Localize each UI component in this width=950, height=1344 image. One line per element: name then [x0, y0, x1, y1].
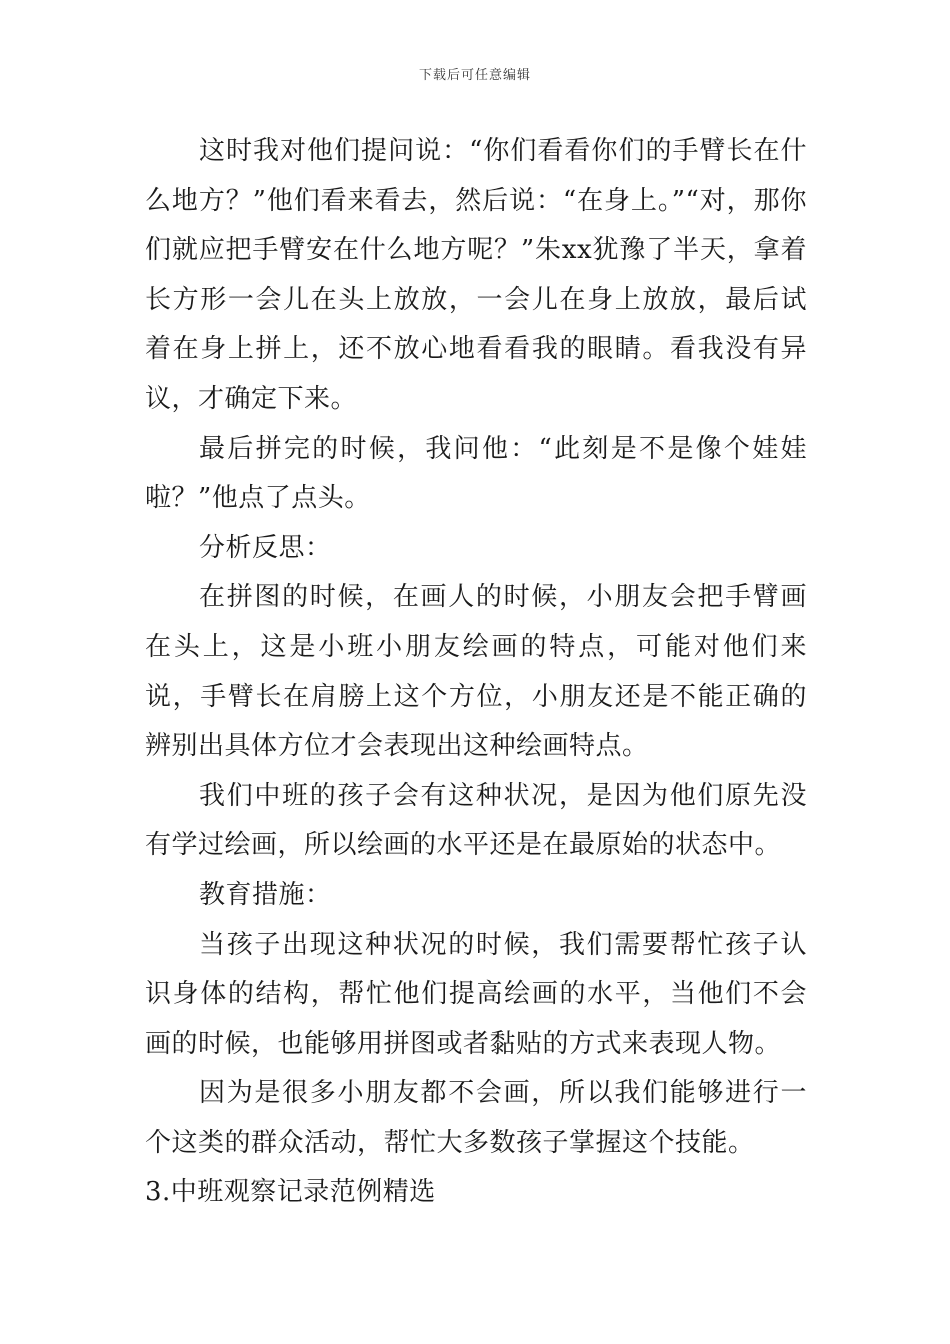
paragraph-dialogue: 这时我对他们提问说：“你们看看你们的手臂长在什么地方？”他们看来看去，然后说：“在身上。”“对，那你们就应把手臂安在什么地方呢？”朱xx犹豫了半天，拿着长方形一会儿在头上放放，一会儿在身上放放，最后试着在身上拼上，还不放心地看看我的眼睛。看我没有异议，才确定下来。 [145, 136, 807, 414]
paragraph-reason: 我们中班的孩子会有这种状况，是因为他们原先没有学过绘画，所以绘画的水平还是在最原始的状态中。 [145, 780, 807, 861]
paragraph-finish: 最后拼完的时候，我问他：“此刻是不是像个娃娃啦？”他点了点头。 [145, 433, 807, 514]
document-body [145, 127, 807, 1218]
paragraph-group-activity: 因为是很多小朋友都不会画，所以我们能够进行一个这类的群众活动，帮忙大多数孩子掌握这个技能。 [145, 1078, 807, 1158]
paragraph-analysis: 在拼图的时候，在画人的时候，小朋友会把手臂画在头上，这是小班小朋友绘画的特点，可能对他们来说，手臂长在肩膀上这个方位，小朋友还是不能正确的辨别出具体方位才会表现出这种绘画特点。 [145, 582, 807, 762]
section-heading: 3.中班观察记录范例精选 [145, 1177, 436, 1208]
paragraph-measures: 当孩子出现这种状况的时候，我们需要帮忙孩子认识身体的结构，帮忙他们提高绘画的水平，当他们不会画的时候，也能够用拼图或者黏贴的方式来表现人物。 [145, 929, 807, 1059]
subheading-measures: 教育措施： [199, 879, 332, 910]
page-header: 下载后可任意编辑 [418, 68, 531, 83]
subheading-analysis: 分析反思： [199, 532, 332, 563]
